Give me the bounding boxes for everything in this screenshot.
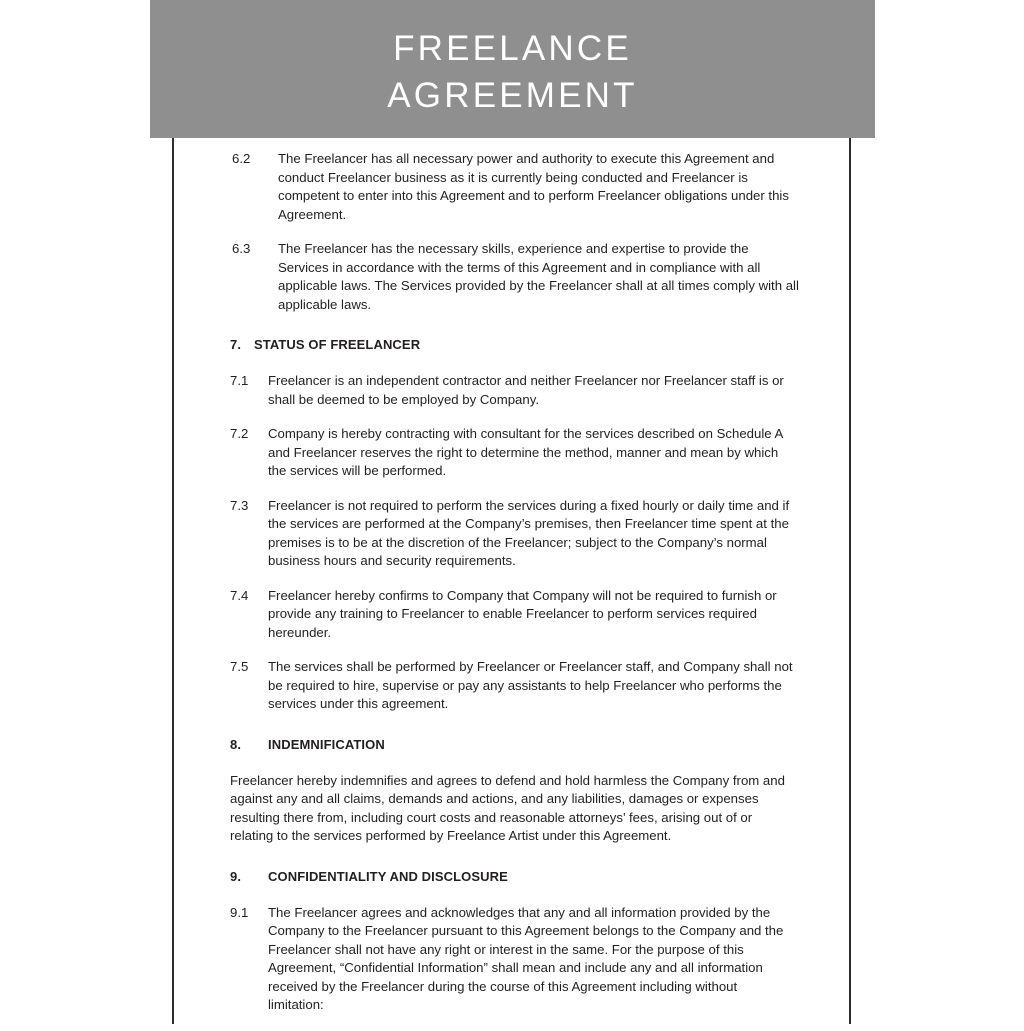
document-content xyxy=(232,150,800,1031)
clause-number: 9.1 xyxy=(230,904,249,920)
clause-number: 7.2 xyxy=(230,426,249,441)
indemnification-paragraph: Freelancer hereby indemnifies and agrees to defend and hold harmless the Company from and against any and all claims, demands and actions, and any liabilities, damages or expenses resulting there from, including court costs and reasonable attorneys’ fees, arising out of or relating to the services performed by Freelance Artist under this Agreement. xyxy=(230,772,785,843)
clause-number: 6.2 xyxy=(232,151,251,166)
clause-text: Company is hereby contracting with consultant for the services described on Schedule A and Freelancer reserves the right to determine the method, manner and mean by which the services will be performed. xyxy=(268,426,783,478)
section-label: CONFIDENTIALITY AND DISCLOSURE xyxy=(268,868,508,884)
clause-text: The Freelancer has the necessary skills, experience and expertise to provide the Services in accordance with the terms of this Agreement and in compliance with all applicable laws. The Services provided by the Freelancer shall at all times comply with all applicable laws. xyxy=(278,241,799,312)
clause-text: Freelancer hereby confirms to Company that Company will not be required to furnish or provide any training to Freelancer to enable Freelancer to perform services required hereunder. xyxy=(268,587,777,640)
section-heading-9 xyxy=(230,868,800,886)
clause-number: 7.1 xyxy=(230,373,249,388)
clause-text: The services shall be performed by Freelancer or Freelancer staff, and Company shall not be required to hire, supervise or pay any assistants to help Freelancer who performs the services under this agreement. xyxy=(268,659,793,711)
clause-number: 7.5 xyxy=(230,659,249,674)
section-number: 7. xyxy=(230,337,242,352)
section-number: 9. xyxy=(230,868,242,884)
document-title-banner xyxy=(150,0,875,138)
clause-6-2 xyxy=(232,150,800,224)
clause-7-2 xyxy=(230,425,800,481)
section-label: STATUS OF FREELANCER xyxy=(254,337,421,352)
clause-number: 6.3 xyxy=(232,241,251,256)
section-heading-7 xyxy=(230,336,800,354)
section-number: 8. xyxy=(230,736,242,752)
clause-7-4 xyxy=(230,587,800,643)
clause-number: 7.3 xyxy=(230,497,249,513)
clause-7-1 xyxy=(230,372,800,409)
clause-number: 7.4 xyxy=(230,587,249,603)
clause-text: The Freelancer agrees and acknowledges that any and all information provided by the Company to the Freelancer pursuant to this Agreement belongs to the Company and the Freelancer shall not have any right or interest in the same. For the purpose of this Agreement, “Confidential Information” shall mean and include any and all information received by the Freelancer during the course of this Agreement including without limitation: xyxy=(268,904,784,1012)
clause-text: The Freelancer has all necessary power and authority to execute this Agreement and conduct Freelancer business as it is currently being conducted and Freelancer is competent to enter into this Agreement and to perform Freelancer obligations under this Agreement. xyxy=(278,151,789,222)
section-heading-8 xyxy=(230,736,800,754)
page-frame xyxy=(172,138,851,1024)
clause-9-1 xyxy=(230,904,800,1015)
clause-7-5 xyxy=(230,658,800,714)
document-title-line-2: AGREEMENT xyxy=(387,76,638,115)
clause-7-3 xyxy=(230,497,800,571)
clause-6-3 xyxy=(232,240,800,314)
section-label: INDEMNIFICATION xyxy=(268,736,385,752)
clause-text: Freelancer is an independent contractor and neither Freelancer nor Freelancer staff is or shall be deemed to be employed by Company. xyxy=(268,373,784,407)
document-title-line-1: FREELANCE xyxy=(393,29,632,68)
clause-text: Freelancer is not required to perform the services during a fixed hourly or daily time and if the services are performed at the Company’s premises, then Freelancer time spent at the premises is to be at the discretion of the Freelancer; subject to the Company’s normal business hours and security requirements. xyxy=(268,497,790,568)
